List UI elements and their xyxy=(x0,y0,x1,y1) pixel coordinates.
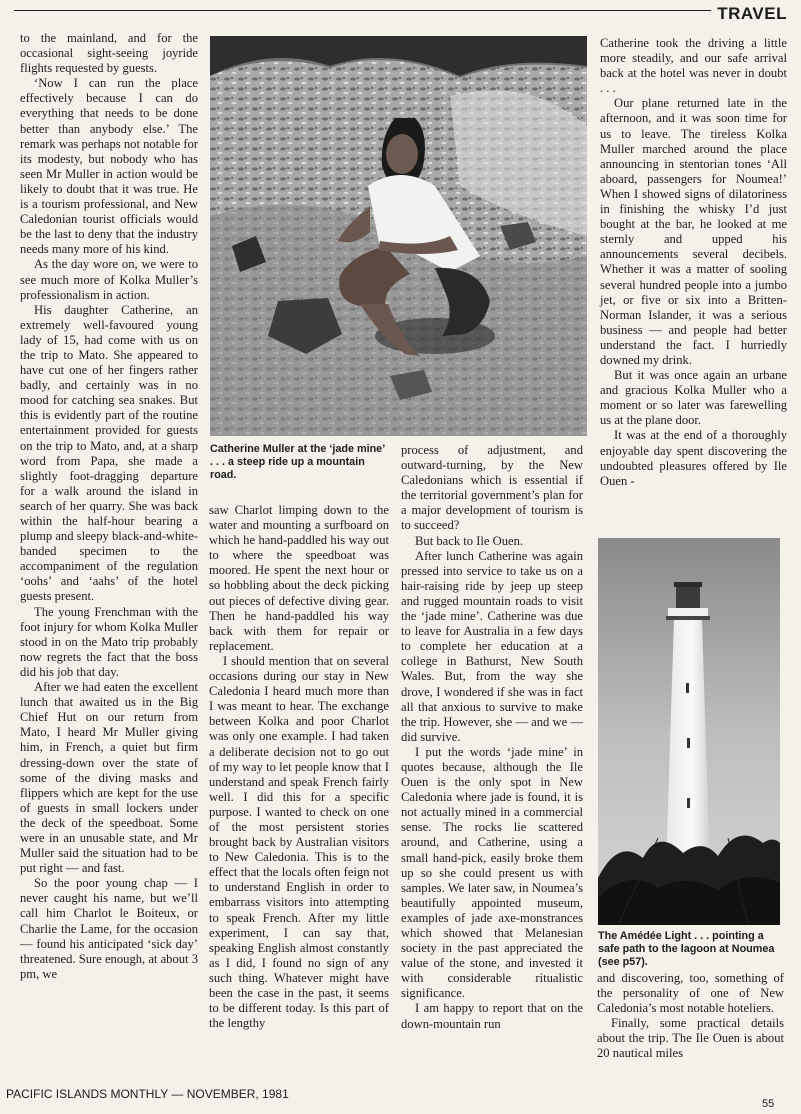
photo-caption: Catherine Muller at the ‘jade mine’ . . . a steep ride up a mountain road. xyxy=(210,443,385,481)
paragraph: saw Charlot limping down to the water and mounting a surfboard on which he hand-paddled his way out to where the speedboat was moored. He spent the next hour or so hobbling about the deck picking out pieces of defective diving gear. Then he hand-paddled his way back with them for repair or replacement. xyxy=(209,503,389,653)
paragraph: But it was once again an urbane and gracious Kolka Muller who a moment or so later was farewelling us at the plane door. xyxy=(600,368,787,428)
photo-caption: The Amédée Light . . . pointing a safe path to the lagoon at Noumea (see p57). xyxy=(598,930,775,968)
column-2 xyxy=(209,503,389,1031)
paragraph: His daughter Catherine, an extremely well-favoured young lady of 15, had come with us on the trip to Mato. She appeared to have cut one of her fingers rather badly, and certainly was in no mood for catching sea snakes. But this is evidently part of the routine entertainment provided for guests on the trip to Mato, and, at a sharp word from Papa, she made a slightly foot-dragging departure for a walk around the island in search of her quarry. She was back within the half-hour bearing a plump and sleepy black-and-white-banded specimen to the accompaniment of the regulation ‘oohs’ and ‘aahs’ of the hotel guests present. xyxy=(20,302,199,604)
paragraph: After lunch Catherine was again pressed into service to take us on a hair-raising ride by jeep up steep and rugged mountain roads to visit the ‘jade mine’. Catherine was due to leave for Australia in a few days to complete her education at a college in Bathurst, New South Wales. But, from the way she drove, I wondered if she was in fact all that anxious to survive to make the trip. However, she — and we — did survive. xyxy=(401,548,583,744)
paragraph: The young Frenchman with the foot injury for whom Kolka Muller stood in on the Mato trip probably now regrets the fact that the boss did his job that day. xyxy=(20,604,198,679)
paragraph: to the mainland, and for the occasional sight-seeing joyride flights requested by guests. xyxy=(20,31,198,76)
paragraph: I am happy to report that on the down-mountain run xyxy=(401,1001,583,1031)
photo-amedee-lighthouse xyxy=(598,538,780,925)
column-4-lower xyxy=(597,971,784,1062)
paragraph: It was at the end of a thoroughly enjoyable day spent discovering the undoubted pleasures offered by Ile Ouen - xyxy=(600,428,787,488)
paragraph: I should mention that on several occasions during our stay in New Caledonia I heard much more than I was meant to hear. The exchange between Kolka and poor Charlot was only one example. I had taken a deliberate decision not to go out of my way to let people know that I understand and speak French fairly well. I did this for a specific purpose. I wanted to check on one of the most persistent stories brought back by Australian visitors to New Caledonia. This is to the effect that the locals often feign not to understand English in order to embarrass visitors into attempting to speak French. After my little experiment, I can say that, speaking English almost constantly as I did, I found no sign of any such thing. Whatever might have been the case in the past, it seems to be different today. Is this part of the lengthy xyxy=(209,653,389,1031)
column-4-upper xyxy=(600,36,787,489)
header-rule xyxy=(14,10,711,11)
paragraph: But back to Ile Ouen. xyxy=(415,533,524,548)
paragraph: and discovering, too, something of the personality of one of New Caledonia’s most notable hoteliers. xyxy=(597,971,784,1016)
paragraph: I put the words ‘jade mine’ in quotes because, although the Ile Ouen is the only spot in New Caledonia where jade is found, it is not actually mined in a commercial sense. The rocks lie scattered around, and Catherine, using a small hand-pick, easily broke them up so she could present us with samples. We later saw, in Noumea’s beautifully appointed museum, examples of jade axe-monstrances which showed that Melanesian society in the past appreciated the value of the stone, and invested it with considerable ritualistic significance. xyxy=(401,744,583,1001)
paragraph: process of adjustment, and outward-turning, by the New Caledonians which is essential if the territorial government’s plan for a major development of tourism is to succeed? xyxy=(401,443,583,533)
page-number: 55 xyxy=(762,1098,775,1110)
paragraph: After we had eaten the excellent lunch that awaited us in the Big Chief Hut on our return from Mato, I heard Mr Muller giving him, in French, a quiet but firm dressing-down over the state of some of the diving masks and flippers which are kept for the use of guests in small lockers under the deck of the speedboat. Some were in an unusable state, and Mr Muller said the situation had to be put right — and fast. xyxy=(20,680,198,876)
column-3 xyxy=(401,443,583,1032)
publication-footer: PACIFIC ISLANDS MONTHLY — NOVEMBER, 1981 xyxy=(6,1087,289,1101)
paragraph: ‘Now I can run the place effectively because I can do everything that needs to be done better than anybody else.’ The remark was perhaps not notable for its modesty, but nobody who has seen Mr Muller in action would be likely to doubt that it was true. He is a tourism professional, and New Caledonian tourist officials would be the last to deny that the industry needs many more of his kind. xyxy=(20,76,198,257)
paragraph: Finally, some practical details about the trip. The Ile Ouen is about 20 nautical miles xyxy=(597,1016,784,1061)
photo-catherine-jade-mine xyxy=(210,36,587,436)
column-1 xyxy=(20,31,198,982)
paragraph: As the day wore on, we were to see much more of Kolka Muller’s professionalism in action. xyxy=(20,257,198,302)
paragraph: So the poor young chap — I never caught his name, but we’ll call him Charlot le Boiteux, or Charlie the Lame, for the occasion — found his anticipated ‘sick day’ threatened. Sure enough, at about 3 pm, we xyxy=(20,876,199,981)
section-title: TRAVEL xyxy=(717,4,787,23)
paragraph: Our plane returned late in the afternoon, and it was soon time for us to leave. The tireless Kolka Muller marched around the place announcing in stentorian tones ‘All aboard, passengers for Noumea!’ When I showed signs of dilatoriness in finishing the whisky I’d just bought at the bar, he looked at me sternly and upped his announcements several decibels. Whether it was a matter of sooling several hundred people into a jumbo jet, or five or six into a Britten-Norman Islander, it was a serious business — and people had better understand the fact. I hurriedly downed my drink. xyxy=(600,96,787,367)
paragraph: Catherine took the driving a little more steadily, and our safe arrival back at the hotel was never in doubt . . . xyxy=(600,36,787,96)
